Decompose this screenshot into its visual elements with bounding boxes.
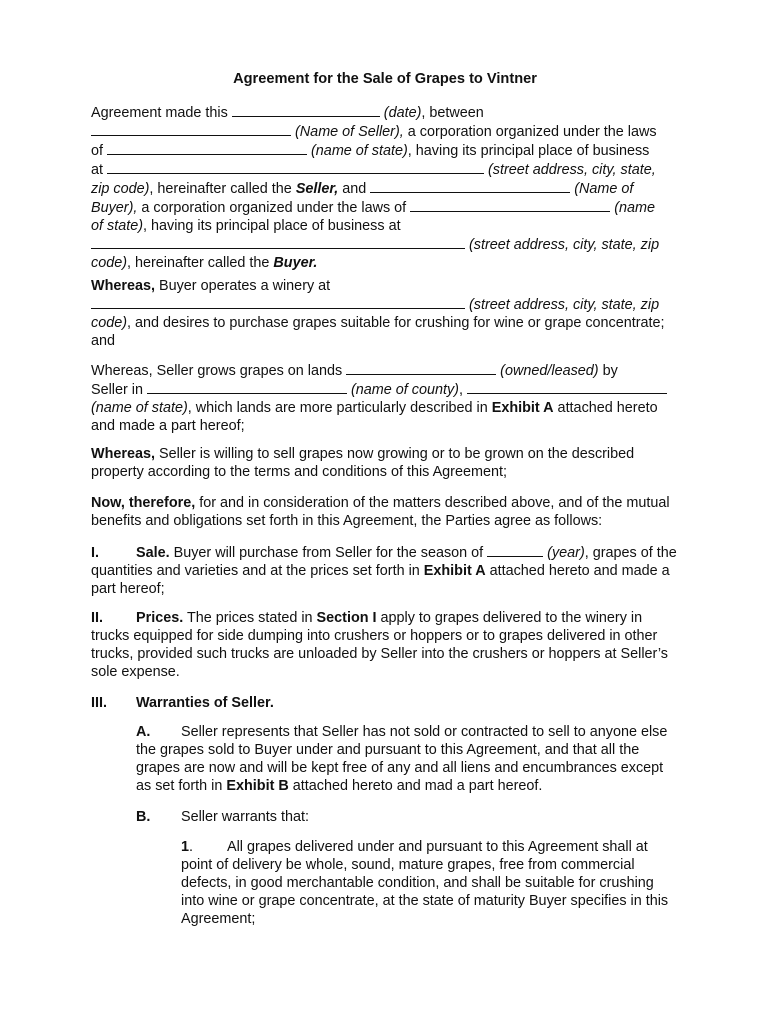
whereas-winery-paragraph: Whereas, Buyer operates a winery at (street address, city, state, zip code), and desires to purchase grapes suitable for crushing for wine or grape concentrate; and bbox=[91, 278, 665, 349]
section-warranties-heading: III. Warranties of Seller. bbox=[91, 695, 274, 711]
warranty-b-item-1: 1. All grapes delivered under and pursuant to this Agreement shall at point of delivery be whole, sound, mature grapes, free from commercial defects, in good merchantable condition, and shall be suitable for crushing into wine or grape concentrate, at the state of maturity Buyer specifies in this Agreement; bbox=[181, 839, 669, 927]
document-title: Agreement for the Sale of Grapes to Vintner bbox=[233, 71, 537, 87]
whereas-willing-paragraph: Whereas, Seller is willing to sell grapes now growing or to be grown on the described property according to the terms and conditions of this Agreement; bbox=[91, 446, 635, 480]
lands-state-blank[interactable] bbox=[467, 380, 667, 394]
seller-address-blank[interactable] bbox=[107, 160, 484, 174]
whereas-lands-paragraph: Whereas, Seller grows grapes on lands (owned/leased) by Seller in (name of county), (name of state), which lands are more particularly described in Exhibit A attached hereto and made a part hereof; bbox=[91, 361, 681, 435]
section-sale: I. Sale. Buyer will purchase from Seller for the season of (year), grapes of the quantities and varieties and at the prices set forth in Exhibit A attached hereto and made a part hereof; bbox=[91, 545, 677, 597]
section-prices: II. Prices. The prices stated in Section I apply to grapes delivered to the winery in trucks equipped for side dumping into crushers or hoppers or to grapes delivered in other trucks, provided such trucks are unloaded by Seller into the crushers or hoppers at Seller’s sole expense. bbox=[91, 610, 668, 680]
warranty-a: A. Seller represents that Seller has not sold or contracted to sell to anyone else the grapes sold to Buyer under and pursuant to this Agreement, and that all the grapes are now and will be kept free of any and all liens and encumbrances except as set forth in Exhibit B attached hereto and mad a part hereof. bbox=[136, 724, 668, 794]
buyer-state-blank[interactable] bbox=[410, 198, 610, 212]
seller-state-blank[interactable] bbox=[107, 141, 307, 155]
lands-blank[interactable] bbox=[346, 361, 496, 375]
warranty-b: B. Seller warrants that: bbox=[136, 809, 309, 825]
now-therefore-paragraph: Now, therefore, for and in consideration of the matters described above, and of the mutual benefits and obligations set forth in this Agreement, the Parties agree as follows: bbox=[91, 495, 670, 529]
date-blank[interactable] bbox=[232, 103, 380, 117]
seller-name-blank[interactable] bbox=[91, 122, 291, 136]
season-year-blank[interactable] bbox=[487, 543, 543, 557]
winery-address-blank[interactable] bbox=[91, 295, 465, 309]
buyer-name-blank[interactable] bbox=[370, 179, 570, 193]
county-blank[interactable] bbox=[147, 380, 347, 394]
buyer-address-blank[interactable] bbox=[91, 235, 465, 249]
intro-paragraph: Agreement made this (date), between (Name of Seller), a corporation organized under the laws of (name of state), having its principal place of business at (street address, city, state, zip code), hereinafter called the Seller, and (Name of Buyer), a corporation organized under the laws of (name of state), having its principal place of business at (street address, city, state, zip code), hereinafter called the Buyer. bbox=[91, 105, 660, 271]
